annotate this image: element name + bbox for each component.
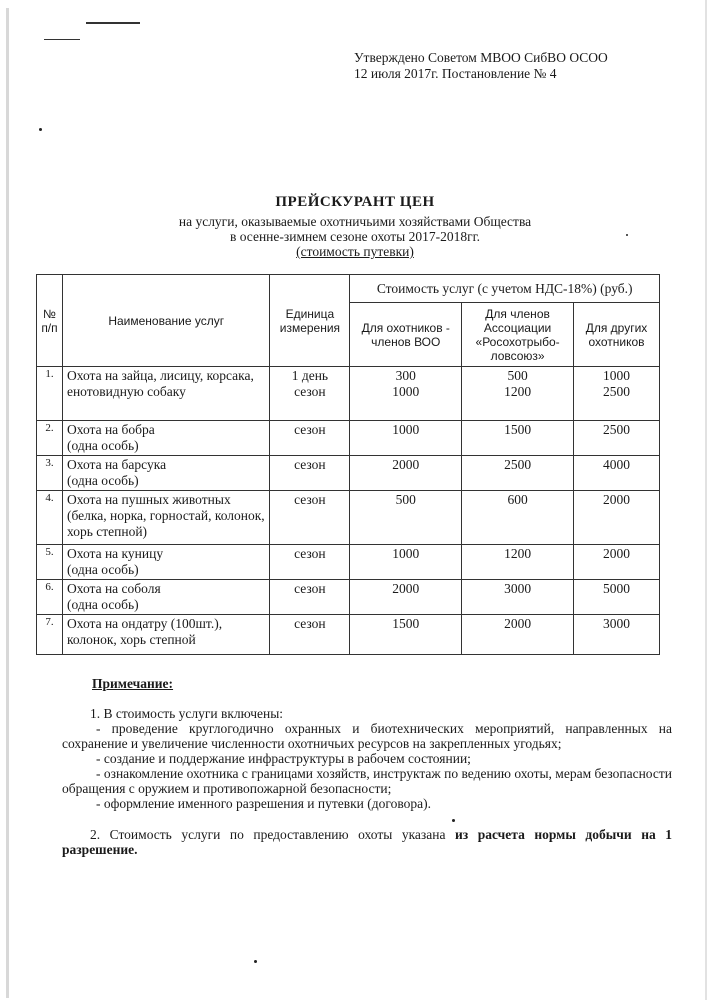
subtitle-line-1: на услуги, оказываемые охотничьими хозяйствами Общества [178, 214, 532, 229]
approval-line-1: Утверждено Советом МВОО СибВО ОСОО [354, 50, 608, 65]
note-bullet-2: - создание и поддержание инфраструктуры в рабочем состоянии; [96, 751, 471, 766]
table-row [37, 421, 660, 456]
price-other-hunters: 5000 [574, 580, 660, 615]
price-voo-members: 1000 [350, 545, 462, 580]
unit-cell: сезон [270, 491, 350, 545]
pen-mark [86, 22, 140, 24]
unit-cell: сезон [270, 580, 350, 615]
row-number: 5. [37, 545, 63, 580]
header-association-members: Для членов Ассоциации «Росохотрыбо-ловсоюз» [462, 303, 574, 367]
approval-line-2: 12 июля 2017г. Постановление № 4 [354, 66, 557, 81]
price-voo-members: 2000 [350, 580, 462, 615]
scan-speck [254, 960, 257, 963]
row-number: 2. [37, 421, 63, 456]
unit-cell: сезон [270, 456, 350, 491]
row-number: 4. [37, 491, 63, 545]
table-row [37, 615, 660, 655]
service-name: Охота на зайца, лисицу, корсака, енотовидную собаку [62, 367, 269, 421]
scan-edge-shadow-right [705, 0, 707, 1000]
notes-heading: Примечание: [92, 676, 174, 691]
approval-stamp-text [354, 50, 608, 82]
service-name: Охота на соболя (одна особь) [62, 580, 269, 615]
subtitle-line-2: в осенне-зимнем сезоне охоты 2017-2018гг. [229, 229, 481, 244]
table-row [37, 580, 660, 615]
row-number: 1. [37, 367, 63, 421]
unit-cell: 1 день сезон [270, 367, 350, 421]
price-other-hunters: 4000 [574, 456, 660, 491]
service-name: Охота на ондатру (100шт.), колонок, хорь степной [62, 615, 269, 655]
header-cost-group: Стоимость услуг (с учетом НДС-18%) (руб.) [350, 275, 660, 303]
pen-mark [44, 39, 80, 40]
header-num: № п/п [37, 275, 63, 367]
price-other-hunters: 1000 2500 [574, 367, 660, 421]
document-title: ПРЕЙСКУРАНТ ЦЕН [275, 194, 435, 210]
price-other-hunters: 2500 [574, 421, 660, 456]
note-bullet-3: - ознакомление охотника с границами хозяйств, инструктаж по ведению охоты, мерам безопасности обращения с оружием и противопожарной безопасности; [62, 766, 672, 796]
table-row [37, 367, 660, 421]
price-table [36, 274, 660, 655]
price-association-members: 600 [462, 491, 574, 545]
price-association-members: 2500 [462, 456, 574, 491]
unit-cell: сезон [270, 545, 350, 580]
row-number: 7. [37, 615, 63, 655]
unit-cell: сезон [270, 421, 350, 456]
row-number: 6. [37, 580, 63, 615]
note-item-2 [62, 827, 672, 857]
subtitle-line-3: (стоимость путевки) [296, 244, 414, 259]
price-voo-members: 2000 [350, 456, 462, 491]
table-row [37, 545, 660, 580]
price-association-members: 1500 [462, 421, 574, 456]
scan-speck [452, 819, 455, 822]
table-row [37, 456, 660, 491]
note-bullet-1: - проведение круглогодично охранных и биотехнических мероприятий, направленных на сохранение и увеличение численности охотничьих ресурсов на закрепленных угодьях; [62, 721, 672, 751]
price-other-hunters: 2000 [574, 491, 660, 545]
notes-body [62, 706, 672, 857]
note-item-2-text: 2. Стоимость услуги по предоставлению охоты указана [90, 827, 455, 842]
header-other-hunters: Для других охотников [574, 303, 660, 367]
price-voo-members: 1500 [350, 615, 462, 655]
service-name: Охота на куницу (одна особь) [62, 545, 269, 580]
price-voo-members: 1000 [350, 421, 462, 456]
price-association-members: 1200 [462, 545, 574, 580]
price-association-members: 2000 [462, 615, 574, 655]
scan-speck [626, 234, 628, 236]
price-association-members: 500 1200 [462, 367, 574, 421]
table-row [37, 491, 660, 545]
price-voo-members: 500 [350, 491, 462, 545]
price-other-hunters: 3000 [574, 615, 660, 655]
price-voo-members: 300 1000 [350, 367, 462, 421]
service-name: Охота на пушных животных (белка, норка, горностай, колонок, хорь степной) [62, 491, 269, 545]
row-number: 3. [37, 456, 63, 491]
header-voo-members: Для охотников - членов ВОО [350, 303, 462, 367]
header-service-name: Наименование услуг [62, 275, 269, 367]
header-unit: Единица измерения [270, 275, 350, 367]
scan-edge-shadow [6, 8, 9, 998]
note-item-1-intro: 1. В стоимость услуги включены: [90, 706, 284, 721]
service-name: Охота на барсука (одна особь) [62, 456, 269, 491]
scan-speck [39, 128, 42, 131]
service-name: Охота на бобра (одна особь) [62, 421, 269, 456]
note-item-2-emphasis: из расчета нормы добычи на 1 разрешение. [62, 827, 672, 857]
price-association-members: 3000 [462, 580, 574, 615]
price-other-hunters: 2000 [574, 545, 660, 580]
unit-cell: сезон [270, 615, 350, 655]
note-bullet-4: - оформление именного разрешения и путевки (договора). [96, 796, 431, 811]
